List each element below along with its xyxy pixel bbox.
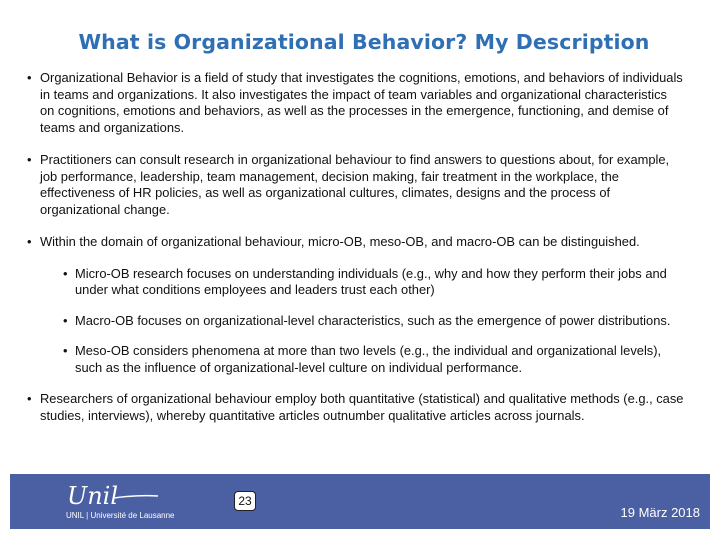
sub-bullet-item: • Meso-OB considers phenomena at more than two levels (e.g., the individual and organizational levels), such as the influence of organizational-level culture on individual performance.	[75, 343, 681, 376]
unil-logo	[10, 474, 182, 529]
slide-title: What is Organizational Behavior? My Description	[78, 30, 650, 54]
slide-content	[0, 70, 720, 424]
sub-bullet-item: • Micro-OB research focuses on understanding individuals (e.g., why and how they perform their jobs and under what conditions employees and leaders trust each other)	[75, 266, 681, 299]
bullet-item: • Within the domain of organizational behaviour, micro-OB, meso-OB, and macro-OB can be distinguished.	[40, 234, 684, 251]
unil-logo-wordmark: Unil	[67, 482, 119, 510]
bullet-item: • Practitioners can consult research in organizational behaviour to find answers to questions about, for example, job performance, leadership, team management, decision making, fair treatment in the workplace, the effectiveness of HR policies, as well as organizational cultures, climates, designs and the process of organizational change.	[40, 152, 684, 218]
slide-date: 19 März 2018	[620, 505, 700, 520]
bullet-item: • Researchers of organizational behaviour employ both quantitative (statistical) and qualitative methods (e.g., case studies, interviews), whereby quantitative articles outnumber qualitative articles across journals.	[40, 391, 684, 424]
sub-bullet-item: • Macro-OB focuses on organizational-level characteristics, such as the emergence of power distributions.	[75, 313, 681, 330]
page-number: 23	[234, 491, 256, 511]
footer-bar	[10, 474, 710, 529]
logo-caption: UNIL | Université de Lausanne	[66, 511, 175, 520]
unil-logo-mark	[10, 474, 182, 529]
bullet-item: • Organizational Behavior is a field of study that investigates the cognitions, emotions, and behaviors of individuals in teams and organizations. It also investigates the impact of team variables and organizational characteristics on cognitions, emotions and behaviors, as well as the processes in the emergence, functioning, and demise of teams and organizations.	[40, 70, 684, 136]
